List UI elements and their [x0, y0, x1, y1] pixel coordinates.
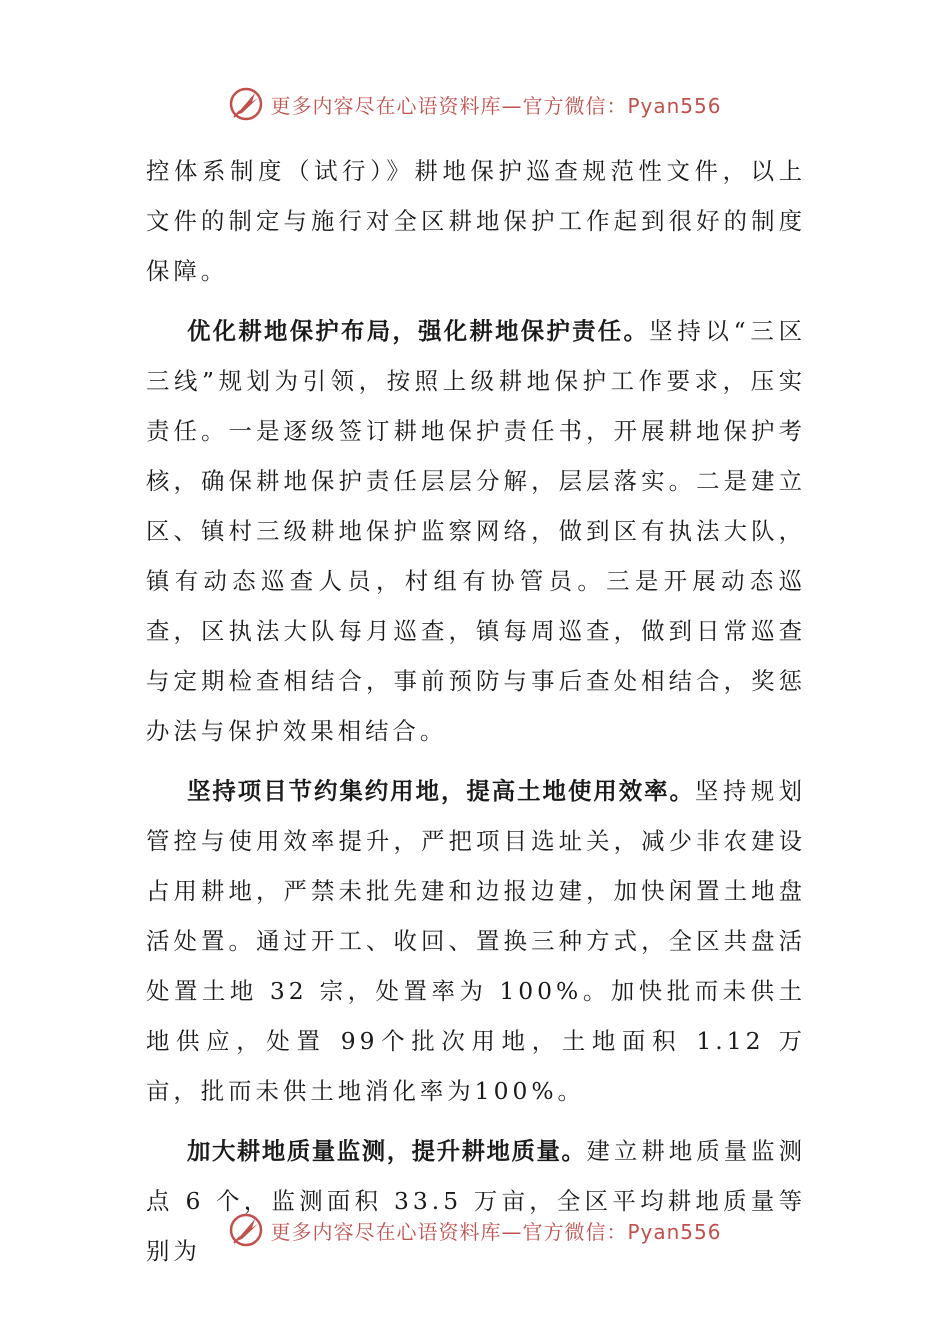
paragraph-1: [146, 146, 806, 296]
document-body: [146, 146, 806, 1276]
paragraph-3-body: 坚持规划管控与使用效率提升，严把项目选址关，减少非农建设占用耕地，严禁未批先建和边报边建，加快闲置土地盘活处置。通过开工、收回、置换三种方式，全区共盘活处置土地 32 宗，处置率为 100%。加快批而未供土地供应，处置 99个批次用地，土地面积 1.12 万亩，批而未供土地消化率为100%。: [146, 777, 807, 1105]
quill-pen-icon: [228, 1212, 264, 1248]
paragraph-1-body: 控体系制度（试行）》耕地保护巡查规范性文件，以上文件的制定与施行对全区耕地保护工作起到很好的制度保障。: [146, 157, 806, 285]
paragraph-2-lead: 优化耕地保护布局，强化耕地保护责任。: [187, 317, 650, 345]
paragraph-4-body: 建立耕地质量监测点 6 个，监测面积 33.5 万亩，全区平均耕地质量等别为: [146, 1137, 807, 1265]
footer-banner-text: 更多内容尽在心语资料库: [270, 1219, 502, 1244]
paragraph-3: [146, 766, 806, 1116]
footer-banner: [0, 1210, 950, 1250]
header-banner-wechat: —官方微信：Pyan556: [501, 93, 722, 118]
paragraph-4: [146, 1126, 806, 1276]
quill-pen-icon: [228, 86, 264, 122]
header-banner-text: 更多内容尽在心语资料库: [270, 93, 502, 118]
footer-banner-wechat: —官方微信：Pyan556: [501, 1219, 722, 1244]
paragraph-2: [146, 306, 806, 756]
paragraph-3-lead: 坚持项目节约集约用地，提高土地使用效率。: [187, 777, 695, 805]
paragraph-4-lead: 加大耕地质量监测，提升耕地质量。: [187, 1137, 587, 1165]
paragraph-2-body: 坚持以“三区三线”规划为引领，按照上级耕地保护工作要求，压实责任。一是逐级签订耕地保护责任书，开展耕地保护考核，确保耕地保护责任层层分解，层层落实。二是建立区、镇村三级耕地保护监察网络，做到区有执法大队，镇有动态巡查人员，村组有协管员。三是开展动态巡查，区执法大队每月巡查，镇每周巡查，做到日常巡查与定期检查相结合，事前预防与事后查处相结合，奖惩办法与保护效果相结合。: [146, 317, 806, 745]
header-banner: [0, 84, 950, 124]
